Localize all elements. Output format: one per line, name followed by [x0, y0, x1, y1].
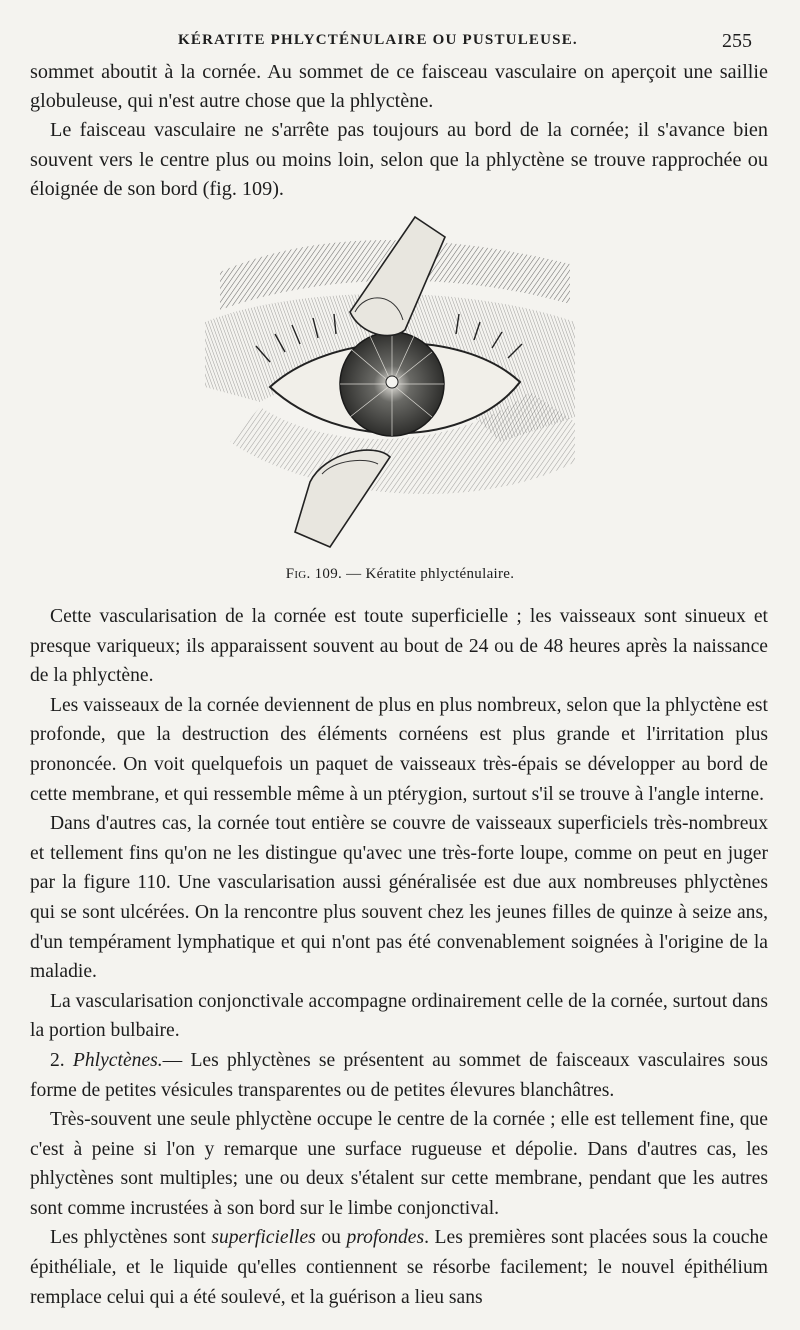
paragraph: Dans d'autres cas, la cornée tout entière se couvre de vaisseaux superficiels très-nombreux et tellement fins qu'on ne les distingue qu'avec une très-forte loupe, comme on peut en juger par la figure 110. Une vascularisation aussi généralisée est due aux nombreuses phlyctènes qui se sont ulcérées. On la rencontre plus souvent chez les jeunes filles de quinze à seize ans, d'un tempérament lymphatique et qui n'ont pas été convenablement soignées à l'origine de la maladie. — [30, 813, 768, 983]
section-lead: — Les phlyctènes se présentent au sommet de faisceaux vasculaires sous forme de petites vésicules transparentes ou de petites élevures blanchâtres. — [30, 1049, 769, 1101]
paragraph: Très-souvent une seule phlyctène occupe le centre de la cornée ; elle est tellement fine, que c'est à peine si l'on y remarque une surface rugueuse et dépolie. Dans d'autres cas, les phlyctènes sont multiples; une ou deux s'étalent sur cette membrane, pendant que les autres sont comme incrustées à son bord sur le limbe conjonctival. — [30, 1109, 768, 1219]
paragraph: Cette vascularisation de la cornée est toute superficielle ; les vaisseaux sont sinueux et presque variqueux; ils apparaissent souvent au bout de 24 ou de 48 heures après la naissance de la phlyctène. — [30, 606, 768, 687]
paragraph-last — [30, 1223, 768, 1312]
figure-caption — [0, 566, 800, 583]
paragraph: Le faisceau vasculaire ne s'arrête pas toujours au bord de la cornée; il s'avance bien souvent vers le centre plus ou moins loin, selon que la phlyctène se trouve rapprochée ou éloignée de son bord (fig. 109). — [30, 119, 768, 200]
paragraph: Les vaisseaux de la cornée deviennent de plus en plus nombreux, selon que la phlyctène est profonde, que la destruction des éléments cornéens est plus grande et l'irritation plus prononcée. On voit quelquefois un paquet de vaisseaux très-épais se développer au bord de cette membrane, et qui ressemble même à un ptérygion, surtout s'il se trouve à l'angle interne. — [30, 694, 768, 805]
figure-caption-text: — Kératite phlycténulaire. — [346, 566, 515, 582]
paragraph: La vascularisation conjonctivale accompagne ordinairement celle de la cornée, surtout dans la portion bulbaire. — [30, 990, 768, 1042]
italic-term: superficielles — [211, 1227, 316, 1249]
text-run: Les phlyctènes sont — [50, 1227, 212, 1249]
eye-engraving-image — [200, 212, 580, 552]
page-number: 255 — [722, 30, 752, 52]
section-number: 2. — [50, 1049, 65, 1071]
text-block-top — [30, 58, 768, 204]
text-block-bottom — [30, 602, 768, 1312]
text-run: ou — [315, 1227, 347, 1249]
section-2-paragraph — [30, 1046, 768, 1105]
text-run: . Les premières sont placées sous la couche épithéliale, et le liquide qu'elles contiennent se résorbe facilement; le nouvel épithélium remplace celui qui a été soulevé, et la guérison a lieu sans — [30, 1227, 768, 1308]
italic-term: profondes — [346, 1227, 425, 1249]
running-head — [60, 30, 760, 56]
running-title: KÉRATITE PHLYCTÉNULAIRE OU PUSTULEUSE. — [178, 32, 578, 48]
figure-109-illustration — [200, 212, 580, 552]
section-heading: Phlyctènes. — [72, 1049, 163, 1071]
figure-label: Fig. 109. — [285, 566, 343, 582]
paragraph-continuation: sommet aboutit à la cornée. Au sommet de ce faisceau vasculaire on aperçoit une saillie globuleuse, qui n'est autre chose que la phlyctène. — [30, 61, 768, 113]
